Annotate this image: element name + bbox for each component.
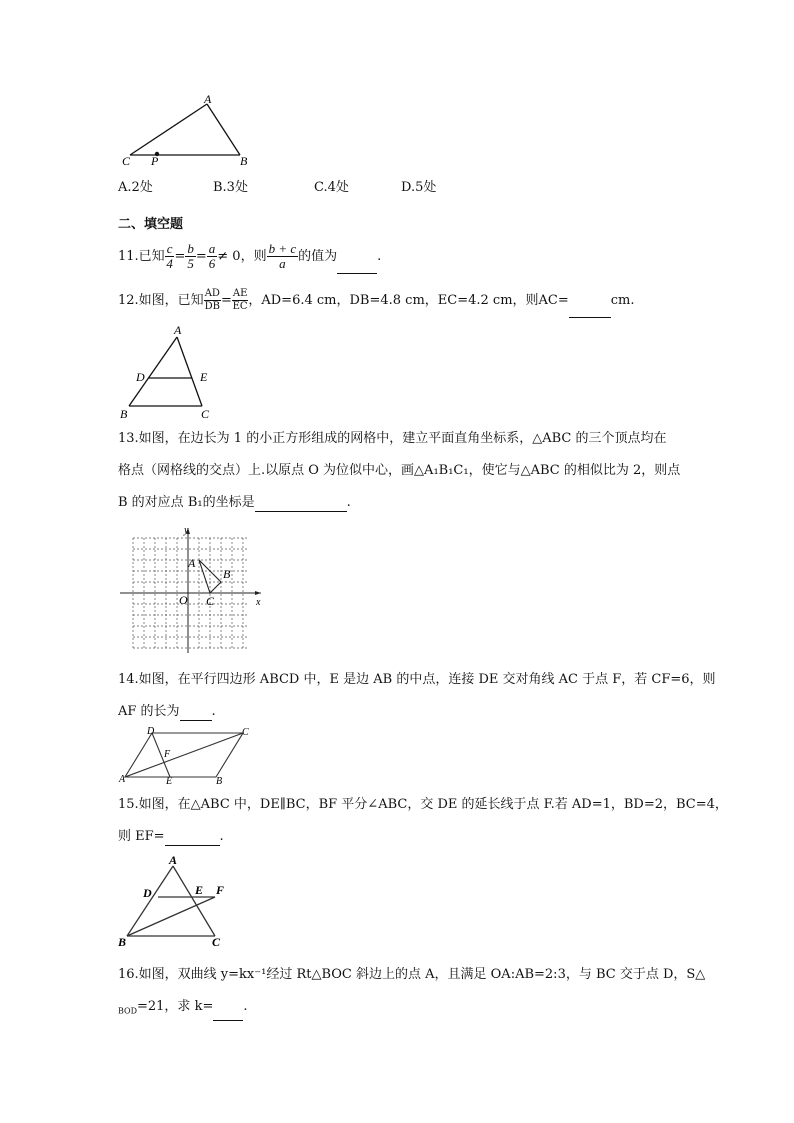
q11-fraction-bca — [267, 242, 299, 271]
q15-end: . — [219, 829, 224, 844]
q12-f2-num: AE — [232, 288, 248, 299]
label-a: A — [204, 92, 212, 106]
label-c: C — [122, 154, 131, 168]
label-b: B — [118, 935, 127, 949]
label-c: C — [212, 935, 221, 949]
q11-f3-den: 6 — [208, 256, 216, 271]
label-e: E — [195, 883, 204, 897]
label-e: E — [166, 776, 173, 785]
q15-line2 — [118, 828, 224, 846]
q16-line2 — [118, 998, 247, 1021]
triangle-abc — [199, 560, 221, 593]
label-b: B — [216, 776, 223, 785]
q11-f2-den: 5 — [187, 256, 194, 271]
q12-fraction-ad-db — [204, 288, 221, 313]
q16-line1: 16.如图，双曲线 y=kx⁻¹经过 Rt△BOC 斜边上的点 A，且满足 OA:AB=2:3，与 BC 交于点 D，S△ — [118, 967, 706, 982]
q11-answer-blank[interactable] — [337, 259, 377, 274]
q16-subscript: BOD — [118, 1006, 137, 1016]
label-a: A — [174, 323, 182, 337]
label-y: y — [184, 525, 189, 536]
q16-line2-text: =21，求 k= — [137, 999, 214, 1014]
q15-answer-blank[interactable] — [165, 831, 220, 846]
label-d: D — [136, 370, 145, 384]
q12-text: ，AD=6.4 cm，DB=4.8 cm，EC=4.2 cm，则AC= — [248, 293, 569, 308]
label-x: x — [256, 597, 261, 608]
q11-fraction-c4 — [165, 242, 175, 271]
q11-tail: 的值为 — [298, 249, 338, 264]
section-title: 二、填空题 — [118, 217, 184, 232]
q14-line2 — [118, 703, 216, 721]
option-b: B.3处 — [213, 180, 248, 195]
figure-triangle-cpb — [118, 92, 258, 172]
q13-line3-text: B 的对应点 B₁的坐标是 — [118, 495, 255, 510]
q15-line2-text: 则 EF= — [118, 829, 165, 844]
q14-line2-text: AF 的长为 — [118, 704, 180, 719]
q13-answer-blank[interactable] — [255, 497, 347, 512]
segment-ab — [207, 104, 240, 155]
q13-line3 — [118, 494, 351, 512]
q11-eq1: = — [174, 249, 186, 264]
q12-unit: cm. — [610, 293, 635, 308]
q13-end: . — [346, 495, 351, 510]
label-c: C — [206, 594, 215, 608]
q11-eq2: = — [195, 249, 207, 264]
q16-end: . — [243, 999, 248, 1014]
question-11 — [118, 240, 381, 274]
option-a: A.2处 — [118, 180, 153, 195]
option-c: C.4处 — [314, 180, 349, 195]
q14-end: . — [211, 704, 216, 719]
diagonal-ac — [125, 733, 243, 777]
q16-answer-blank[interactable] — [213, 1006, 243, 1021]
label-d: D — [147, 727, 155, 737]
q12-f1-den: DB — [204, 301, 220, 312]
q11-fraction-b5 — [185, 242, 196, 271]
label-a: A — [188, 556, 196, 570]
q12-eq: = — [220, 293, 232, 308]
q11-end: . — [377, 249, 382, 264]
q12-f2-den: EC — [232, 301, 248, 312]
q11-fraction-a6 — [207, 242, 218, 271]
q12-fraction-ae-ec — [232, 288, 249, 313]
label-c: C — [242, 727, 249, 738]
figure-q14-parallelogram — [118, 727, 256, 785]
q11-f4-num: b + c — [268, 241, 297, 256]
segment-ca — [130, 104, 207, 155]
label-a: A — [119, 774, 126, 785]
label-f: F — [216, 883, 225, 897]
figure-q12-triangle — [118, 323, 218, 421]
q12-answer-blank[interactable] — [569, 303, 611, 318]
q11-f3-num: a — [208, 241, 216, 256]
q11-neq: ≠ 0，则 — [217, 249, 267, 264]
q12-prefix: 12.如图，已知 — [118, 293, 204, 308]
q11-f2-num: b — [187, 241, 194, 256]
segment-ac — [173, 866, 215, 936]
q14-answer-blank[interactable] — [180, 706, 212, 721]
label-e: E — [200, 370, 208, 384]
x-axis-arrow — [255, 591, 261, 595]
label-p: P — [151, 154, 159, 168]
q14-line1: 14.如图，在平行四边形 ABCD 中，E 是边 AB 的中点，连接 DE 交对角线 AC 于点 F，若 CF=6，则 — [118, 672, 716, 687]
q12-f1-num: AD — [204, 288, 220, 299]
q15-line1: 15.如图，在△ABC 中，DE∥BC，BF 平分∠ABC，交 DE 的延长线于点 F.若 AD=1，BD=2，BC=4， — [118, 797, 728, 812]
segment-ac — [177, 337, 202, 406]
label-o: O — [179, 593, 188, 607]
q11-prefix: 11.已知 — [118, 249, 165, 264]
q11-f1-num: c — [166, 241, 173, 256]
label-c: C — [201, 407, 210, 421]
figure-q15-triangle — [118, 852, 230, 950]
label-b: B — [223, 567, 231, 581]
question-12 — [118, 284, 635, 318]
label-f: F — [164, 749, 171, 760]
q11-f4-den: a — [279, 256, 286, 271]
option-d: D.5处 — [401, 180, 437, 195]
label-d: D — [143, 886, 152, 900]
q11-f1-den: 4 — [166, 256, 173, 271]
label-a: A — [169, 853, 178, 867]
q13-line1: 13.如图，在边长为 1 的小正方形组成的网格中，建立平面直角坐标系，△ABC 的三个顶点均在 — [118, 431, 667, 446]
figure-q13-grid — [118, 525, 268, 655]
label-b: B — [120, 407, 128, 421]
label-b: B — [240, 154, 248, 168]
q13-line2: 格点（网格线的交点）上.以原点 O 为位似中心，画△A₁B₁C₁，使它与△ABC 的相似比为 2，则点 — [118, 463, 681, 478]
